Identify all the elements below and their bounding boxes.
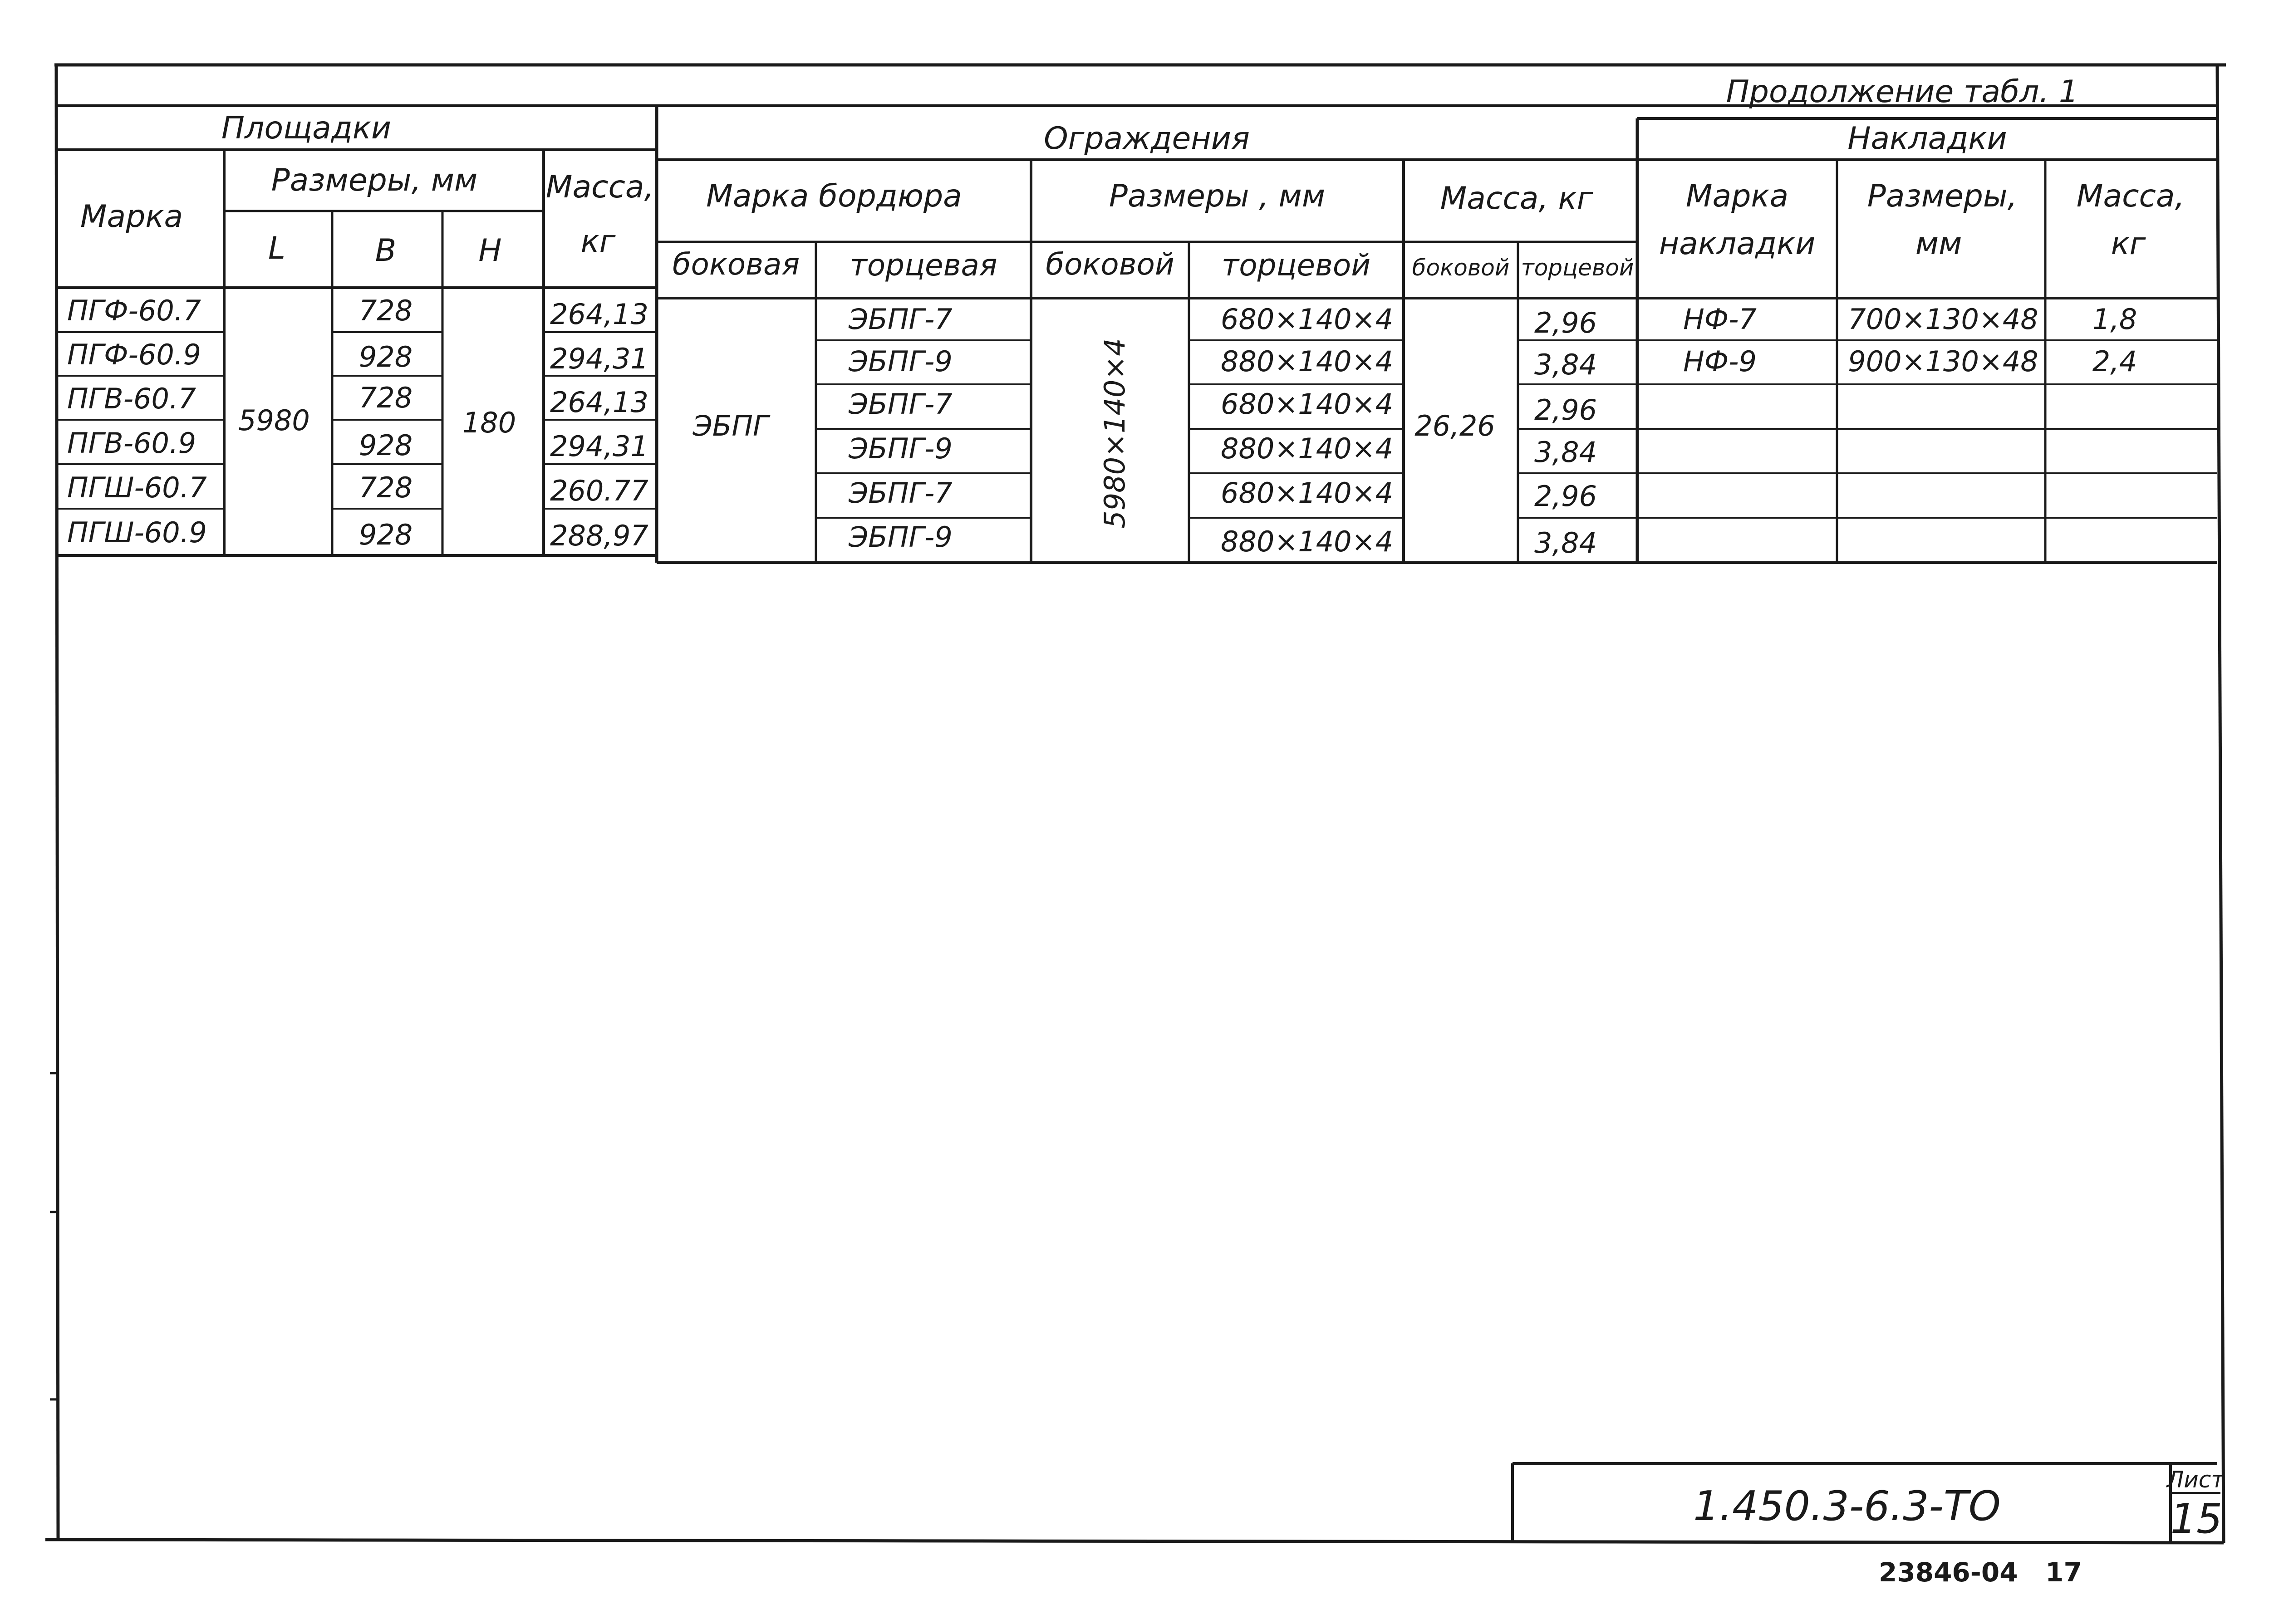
sheet-label: Лист	[2166, 1467, 2225, 1493]
row-end-size: 880×140×4	[1221, 432, 1394, 465]
group-railings: Ограждения	[1044, 121, 1250, 157]
header-sizes-mm: Размеры, мм	[271, 162, 478, 198]
row-mass: 264,13	[550, 386, 648, 419]
row-end-mass: 2,96	[1534, 306, 1597, 339]
table-row	[67, 471, 1597, 513]
header-overlay-sizes-line2: мм	[1915, 226, 1962, 262]
archive-stamp: 23846-04 17	[1879, 1557, 2082, 1588]
row-end-mass: 2,96	[1534, 480, 1597, 513]
row-end-border: ЭБПГ-9	[849, 345, 953, 378]
row-mark: ПГШ-60.9	[67, 516, 207, 549]
row-overlay-size: 900×130×48	[1848, 345, 2038, 378]
row-overlay-mass: 1,8	[2092, 303, 2137, 336]
header-overlay-mark-line1: Марка	[1685, 178, 1789, 214]
row-end-border: ЭБПГ-7	[849, 388, 953, 421]
group-platforms: Площадки	[221, 110, 392, 146]
header-side-size: боковой	[1046, 247, 1174, 282]
header-H: H	[478, 233, 502, 269]
header-overlay-mass-line2: кг	[2111, 226, 2146, 262]
row-mark: ПГФ-60.9	[67, 338, 201, 371]
row-end-border: ЭБПГ-7	[849, 476, 953, 510]
header-overlay-mass-line1: Масса,	[2076, 178, 2185, 214]
cell-side-size: 5980×140×4	[1098, 338, 1131, 529]
header-railing-sizes: Размеры , мм	[1109, 178, 1326, 214]
row-mark: ПГВ-60.7	[67, 382, 196, 415]
header-overlay-mark-line2: накладки	[1659, 226, 1816, 262]
row-B: 928	[359, 429, 413, 462]
cell-L: 5980	[238, 404, 310, 437]
row-B: 728	[359, 471, 413, 504]
row-mark: ПГВ-60.9	[67, 427, 196, 460]
row-overlay-mark: НФ-7	[1683, 303, 1757, 336]
row-end-mass: 3,84	[1534, 526, 1597, 559]
sheet-number: 15	[2170, 1495, 2223, 1543]
row-B: 728	[359, 381, 413, 414]
row-end-size: 880×140×4	[1221, 345, 1394, 378]
header-end-size: торцевой	[1221, 248, 1371, 283]
row-overlay-mass: 2,4	[2092, 345, 2137, 378]
row-B: 928	[359, 518, 413, 551]
row-end-size: 880×140×4	[1221, 525, 1394, 558]
row-end-border: ЭБПГ-9	[849, 520, 953, 554]
row-end-mass: 2,96	[1534, 393, 1597, 427]
row-end-mass: 3,84	[1534, 436, 1597, 469]
row-mark: ПГШ-60.7	[67, 471, 207, 504]
header-end-mass: торцевой	[1521, 255, 1634, 281]
cell-H: 180	[462, 406, 516, 439]
row-B: 728	[359, 294, 413, 327]
document-code: 1.450.3-6.3-ТО	[1693, 1482, 2001, 1530]
header-end-border: торцевая	[850, 248, 997, 283]
row-overlay-mark: НФ-9	[1683, 345, 1757, 378]
group-overlays: Накладки	[1847, 121, 2007, 157]
header-B: B	[375, 233, 397, 269]
header-mass-line1: Масса,	[545, 169, 654, 205]
header-side-mass: боковой	[1412, 255, 1510, 281]
table-row	[67, 516, 1597, 559]
row-end-border: ЭБПГ-9	[849, 432, 953, 465]
row-mass: 288,97	[550, 519, 648, 552]
row-end-border: ЭБПГ-7	[849, 303, 953, 336]
header-overlay-sizes-line1: Размеры,	[1867, 178, 2018, 214]
header-border-mark: Марка бордюра	[706, 178, 962, 214]
row-mass: 264,13	[550, 298, 648, 331]
title-block	[1513, 1463, 2225, 1543]
cell-side-mass: 26,26	[1414, 409, 1495, 442]
row-mass: 260.77	[550, 474, 648, 507]
header-mass-line2: кг	[580, 224, 616, 260]
header-mark: Марка	[80, 199, 183, 235]
row-end-size: 680×140×4	[1221, 476, 1394, 510]
header-railing-mass: Масса, кг	[1440, 181, 1593, 216]
row-end-size: 680×140×4	[1221, 303, 1394, 336]
row-end-size: 680×140×4	[1221, 388, 1394, 421]
table-caption: Продолжение табл. 1	[1726, 74, 2078, 110]
header-L: L	[268, 231, 285, 266]
row-B: 928	[359, 340, 413, 373]
row-mass: 294,31	[550, 430, 648, 463]
cell-side-border: ЭБПГ	[692, 409, 769, 442]
row-end-mass: 3,84	[1534, 348, 1597, 381]
header-side-border: боковая	[672, 247, 800, 282]
row-overlay-size: 700×130×48	[1848, 303, 2038, 336]
row-mark: ПГФ-60.7	[67, 294, 201, 327]
row-mass: 294,31	[550, 342, 648, 375]
